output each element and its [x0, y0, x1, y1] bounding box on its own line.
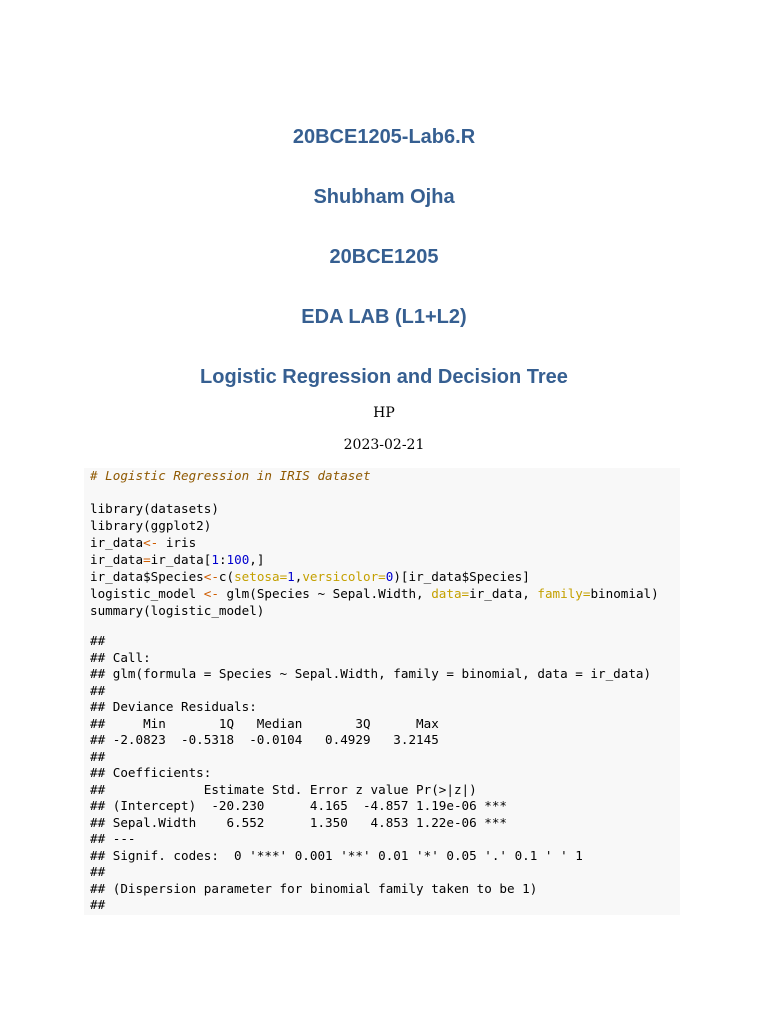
author-name: Shubham Ojha [313, 186, 455, 208]
machine-name: HP [373, 405, 395, 421]
code-token: logistic_model [90, 586, 204, 601]
code-token: c( [218, 569, 235, 584]
code-line-summary: summary(logistic_model) [90, 603, 265, 618]
output-line: ## (Dispersion parameter for binomial family taken to be 1) [90, 881, 538, 896]
code-number: 1 [287, 569, 295, 584]
code-token: ,] [249, 552, 265, 567]
registration-number: 20BCE1205 [329, 246, 439, 268]
output-line: ## (Intercept) -20.230 4.165 -4.857 1.19e-06 *** [90, 798, 508, 813]
code-token: )[ir_data$Species] [393, 569, 530, 584]
output-line: ## Coefficients: [90, 765, 212, 780]
code-line-species-recode [90, 569, 530, 585]
output-line: ## Min 1Q Median 3Q Max [90, 716, 439, 731]
code-operator: = [143, 552, 151, 567]
code-argument: setosa= [234, 569, 288, 584]
code-token: ir_data, [469, 586, 538, 601]
output-line: ## -2.0823 -0.5318 -0.0104 0.4929 3.2145 [90, 732, 439, 747]
code-line-library-ggplot2: library(ggplot2) [90, 518, 212, 533]
output-line: ## [90, 897, 106, 912]
code-token: : [218, 552, 227, 567]
code-comment: # Logistic Regression in IRIS dataset [90, 468, 371, 483]
output-line: ## --- [90, 831, 136, 846]
file-title: 20BCE1205-Lab6.R [292, 126, 476, 148]
code-token: ir_data$Species [90, 569, 204, 584]
code-line-library-datasets: library(datasets) [90, 501, 219, 516]
code-token: binomial) [590, 586, 659, 601]
code-block [84, 468, 680, 915]
code-token: ir_data [90, 535, 144, 550]
code-line-subset [90, 552, 264, 568]
output-line: ## Sepal.Width 6.552 1.350 4.853 1.22e-06 *** [90, 815, 508, 830]
code-argument: family= [537, 586, 591, 601]
output-line: ## Deviance Residuals: [90, 699, 257, 714]
code-number: 1 [211, 552, 219, 567]
output-line: ## [90, 633, 106, 648]
code-line-assign-iris [90, 535, 196, 551]
code-number: 0 [385, 569, 394, 584]
code-argument: versicolor= [302, 569, 386, 584]
code-token: ir_data[ [150, 552, 212, 567]
output-line: ## Signif. codes: 0 '***' 0.001 '**' 0.01 '*' 0.05 '.' 0.1 ' ' 1 [90, 848, 583, 863]
code-number: 100 [226, 552, 250, 567]
code-operator: <- [203, 569, 219, 584]
code-argument: data= [431, 586, 470, 601]
output-line: ## [90, 749, 106, 764]
output-line: ## glm(formula = Species ~ Sepal.Width, family = binomial, data = ir_data) [90, 666, 652, 681]
code-operator: <- [143, 535, 159, 550]
code-line-glm [90, 586, 659, 602]
code-token: ir_data [90, 552, 144, 567]
code-token: glm(Species ~ Sepal.Width, [218, 586, 432, 601]
course-name: EDA LAB (L1+L2) [301, 306, 467, 328]
document-date: 2023-02-21 [343, 437, 425, 453]
output-line: ## [90, 864, 106, 879]
code-token: , [294, 569, 303, 584]
output-line: ## Call: [90, 650, 151, 665]
topic-title: Logistic Regression and Decision Tree [200, 366, 568, 388]
output-line: ## Estimate Std. Error z value Pr(>|z|) [90, 782, 477, 797]
code-operator: <- [203, 586, 219, 601]
output-line: ## [90, 683, 106, 698]
code-token: iris [158, 535, 197, 550]
